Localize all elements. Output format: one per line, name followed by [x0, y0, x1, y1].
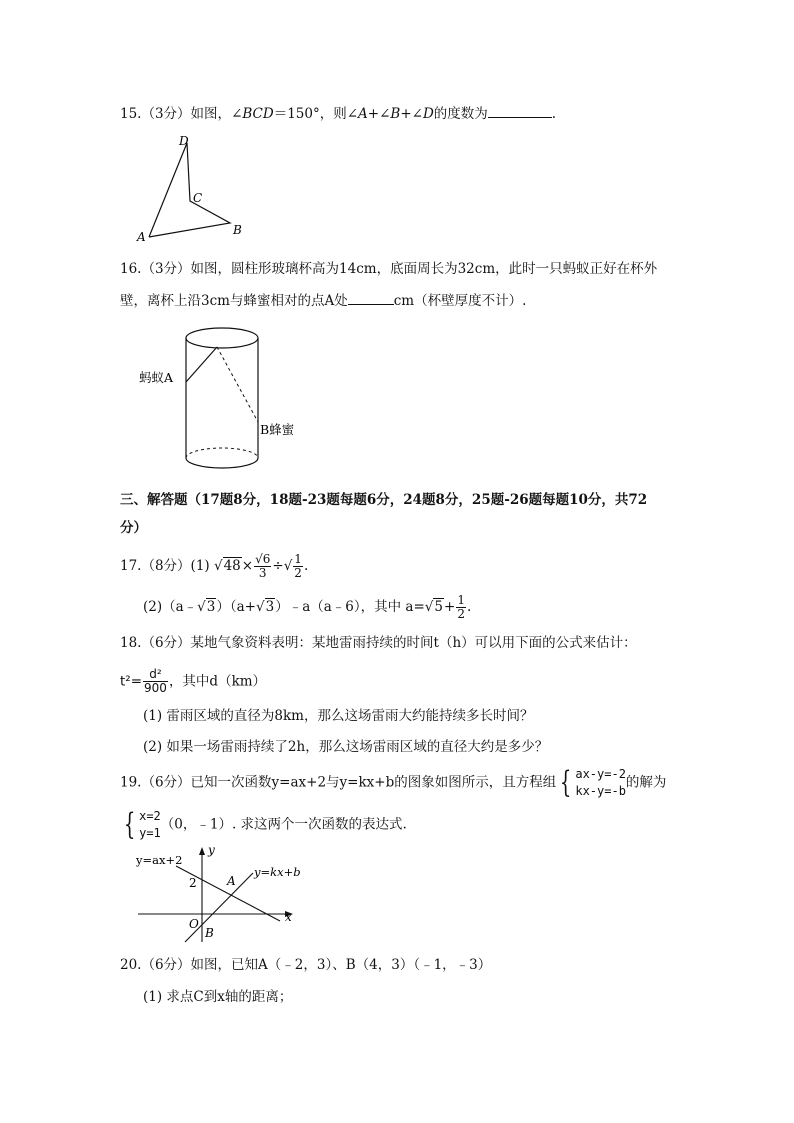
q18-formula: [120, 668, 266, 695]
label-d: D: [179, 134, 189, 148]
label-a: A: [137, 230, 146, 244]
numerator: √6: [255, 552, 271, 566]
q16-line2: [120, 290, 526, 311]
q19-text-a: 19.（6分）已知一次函数y=ax+2与y=kx+b的图象如图所示，且方程组: [120, 774, 557, 791]
q15-suffix: 的度数为: [433, 106, 488, 122]
denominator: 3: [258, 566, 267, 580]
left-brace: {: [123, 807, 136, 842]
label-x-axis: x: [285, 910, 292, 924]
q19-line1: [120, 766, 666, 800]
cylinder-bottom-front: [186, 458, 258, 468]
section-heading-cont: 分）: [120, 520, 147, 536]
label-c: C: [193, 191, 203, 205]
fraction: [456, 594, 466, 621]
q18-sub1: (1) 雷雨区域的直径为8km，那么这场雷雨大约能持续多长时间？: [143, 708, 534, 724]
period: .: [466, 599, 472, 615]
plus-sign: +: [444, 599, 456, 615]
q15-prefix: 15.（3分）如图，: [120, 106, 232, 122]
label-a: A: [227, 874, 236, 888]
label-two: 2: [189, 876, 197, 890]
times-sign: ×: [241, 558, 254, 574]
q19-text-b: 的解为: [625, 774, 667, 791]
fraction: [254, 553, 271, 580]
q20-line1: 20.（6分）如图，已知A（﹣2，3）、B（4，3）（﹣1，﹣3）: [120, 957, 492, 973]
cylinder-top: [186, 328, 258, 348]
label-b: B: [233, 223, 242, 237]
q18-sub2: (2) 如果一场雷雨持续了2h，那么这场雷雨区域的直径大约是多少？: [143, 739, 549, 755]
label-honey: B蜂蜜: [260, 422, 295, 437]
ant-path: [186, 347, 217, 382]
q16-line2-a: 壁，离杯上沿3cm与蜂蜜相对的点A处: [120, 293, 348, 309]
numerator: 1: [294, 552, 302, 566]
q17-part1: 17.（8分）(1) √48× $\frac{√6}{3}$ ÷√ $\frac{1}{2}$ .: [120, 552, 309, 580]
period: .: [303, 558, 309, 574]
answer-blank[interactable]: [348, 290, 394, 305]
q20-sub1: (1) 求点C到x轴的距离；: [143, 989, 293, 1005]
solution-system: [139, 808, 161, 842]
equation-row: ax-y=-2: [575, 767, 626, 781]
q17-part2: (2)（a﹣√3）（a+√3）﹣a（a﹣6），其中 a=√5+ $\frac{1}{2}$ .: [143, 593, 472, 621]
q15-end: .: [551, 106, 557, 122]
numerator: d²: [143, 668, 168, 682]
q19-graph: [133, 842, 308, 945]
q16-line1: 16.（3分）如图，圆柱形玻璃杯高为14cm，底面周长为32cm，此时一只蚂蚁正好在杯外: [120, 261, 658, 277]
q15-angle: ∠BCD: [231, 106, 274, 122]
answer-blank[interactable]: [488, 103, 552, 118]
section-heading: 三、解答题（17题8分，18题-23题每题6分，24题8分，25题-26题每题10分，共72: [120, 492, 648, 508]
q18-line1: 18.（6分）某地气象资料表明：某地雷雨持续的时间t（h）可以用下面的公式来估计：: [120, 635, 637, 651]
q15-sum: ∠A+∠B+∠D: [346, 106, 434, 122]
q16-line2-b: cm（杯壁厚度不计）.: [393, 293, 527, 309]
equation-system: [575, 766, 626, 800]
label-origin: O: [189, 917, 199, 931]
radicand: 3: [206, 599, 216, 615]
label-ant: 蚂蚁A: [139, 370, 174, 385]
q15-figure: [130, 130, 270, 245]
denominator: 2: [457, 607, 465, 621]
sqrt-fraction: [293, 553, 303, 580]
expr-a: (2)（a﹣: [143, 599, 198, 615]
equation-row: kx-y=-b: [575, 784, 626, 798]
label-line-ax: y=ax+2: [136, 853, 183, 867]
label-y-axis: y: [208, 843, 215, 857]
honey-path: [217, 347, 258, 422]
q15-eq: ＝150°，则: [273, 106, 347, 122]
cylinder-bottom-back: [186, 448, 258, 458]
formula-lhs: t²=: [120, 673, 143, 690]
solution-row: x=2: [139, 809, 161, 823]
radicand: 3: [265, 599, 275, 615]
divide-sign: ÷: [272, 558, 284, 574]
label-line-kx: y=kx+b: [254, 865, 301, 879]
q17-label: 17.（8分）(1): [120, 558, 210, 574]
numerator: 1: [457, 593, 465, 607]
left-brace: {: [560, 765, 572, 800]
q19-text-tail: （0，﹣1）. 求这两个一次函数的表达式.: [160, 816, 407, 833]
expr-c: ）﹣a（a﹣6），其中 a=: [275, 599, 425, 615]
q19-line2: [120, 808, 407, 842]
solution-row: y=1: [139, 826, 161, 840]
label-b: B: [205, 926, 214, 940]
formula-tail: ，其中d（km）: [168, 673, 267, 690]
quadrilateral-shape: [149, 143, 230, 237]
q16-cylinder-figure: [135, 322, 310, 477]
radicand: 48: [223, 558, 241, 574]
expr-b: ）（a+: [216, 599, 256, 615]
denominator: 900: [144, 681, 167, 695]
question-15: [120, 103, 556, 124]
formula-fraction: [143, 668, 168, 695]
radicand: 5: [434, 599, 443, 615]
denominator: 2: [294, 566, 302, 580]
y-axis-arrow: [199, 847, 205, 855]
